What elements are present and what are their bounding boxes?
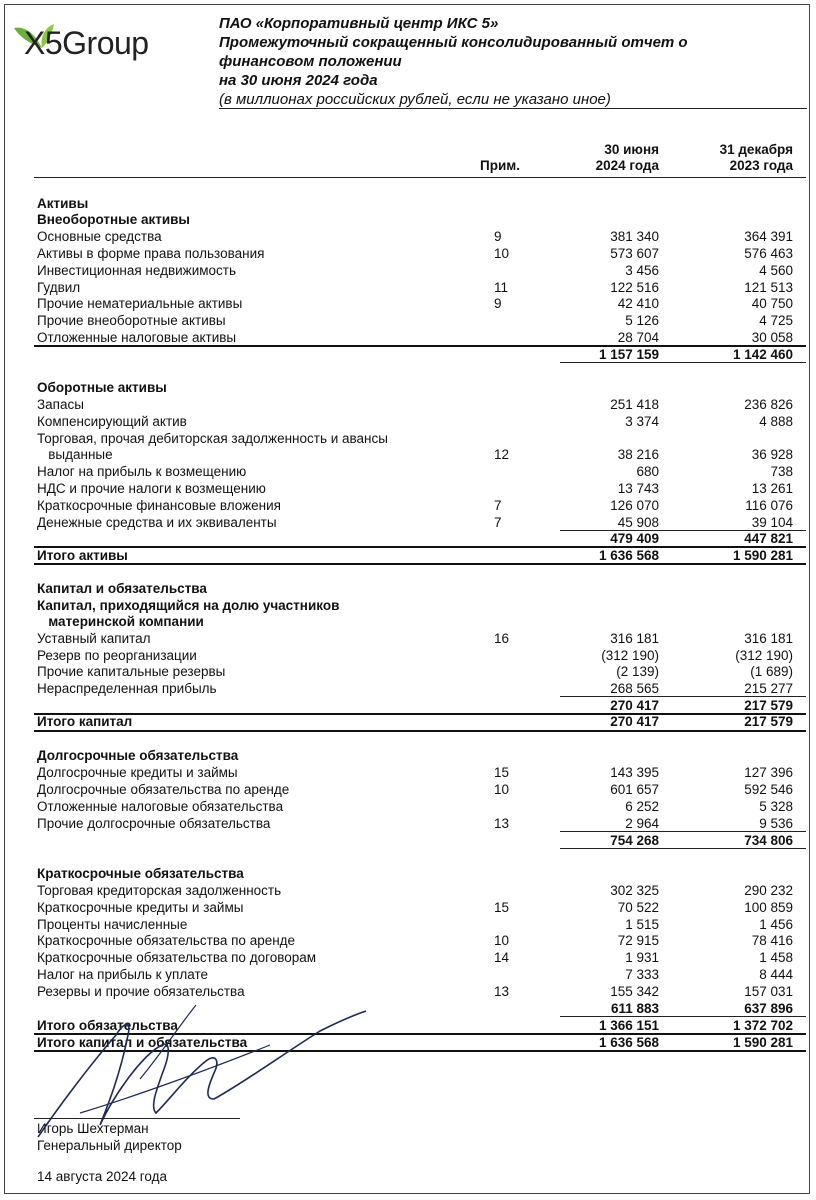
table-row xyxy=(0,228,816,245)
table-row xyxy=(0,613,816,630)
row-label: Торговая кредиторская задолженность xyxy=(37,883,282,898)
row-value-2023: 9 536 xyxy=(759,816,793,831)
row-value-2023: 215 277 xyxy=(744,681,793,696)
row-label: Резервы и прочие обязательства xyxy=(37,984,245,999)
row-label: Итого обязательства xyxy=(37,1018,178,1033)
row-value-2024: 1 157 159 xyxy=(598,347,659,362)
row-value-2023: 127 396 xyxy=(744,765,793,780)
row-value-2024: 42 410 xyxy=(617,296,659,311)
row-note: 15 xyxy=(494,765,510,780)
row-label: Краткосрочные обязательства по договорам xyxy=(37,950,317,965)
row-value-2023: 100 859 xyxy=(744,900,793,915)
row-note: 13 xyxy=(494,984,510,999)
table-rule xyxy=(560,696,806,697)
row-value-2024: 251 418 xyxy=(610,397,659,412)
table-row xyxy=(0,781,816,798)
row-label: Долгосрочные кредиты и займы xyxy=(37,765,238,780)
row-value-2024: 381 340 xyxy=(610,229,659,244)
row-value-2024: 1 515 xyxy=(625,917,659,932)
row-label: Отложенные налоговые обязательства xyxy=(37,799,284,814)
row-value-2023: 5 328 xyxy=(759,799,793,814)
row-value-2023: 576 463 xyxy=(744,246,793,261)
table-row xyxy=(0,1034,816,1051)
row-label: Компенсирующий актив xyxy=(37,414,187,429)
row-value-2024: 479 409 xyxy=(610,531,659,546)
row-note: 12 xyxy=(494,447,510,462)
row-label: Проценты начисленные xyxy=(37,917,188,932)
row-value-2023: 4 888 xyxy=(759,414,793,429)
table-row xyxy=(0,346,816,363)
row-value-2024: 6 252 xyxy=(625,799,659,814)
row-value-2024: 2 964 xyxy=(625,816,659,831)
row-value-2023: 157 031 xyxy=(744,984,793,999)
signature-date: 14 августа 2024 года xyxy=(37,1169,168,1184)
brand-name: X5Group xyxy=(24,25,149,61)
row-note: 13 xyxy=(494,816,510,831)
company-name: ПАО «Корпоративный центр ИКС 5» xyxy=(219,15,499,32)
column-header-divider xyxy=(34,177,806,178)
table-row xyxy=(0,949,816,966)
row-value-2023: 30 058 xyxy=(751,330,793,345)
table-row xyxy=(0,882,816,899)
table-row xyxy=(0,1000,816,1017)
row-label: Торговая, прочая дебиторская задолженность и авансы xyxy=(37,431,388,446)
table-row xyxy=(0,680,816,697)
row-label: Итого капитал xyxy=(37,714,133,729)
table-row xyxy=(0,329,816,346)
row-label: Прочие нематериальные активы xyxy=(37,296,243,311)
row-note: 9 xyxy=(494,229,502,244)
row-value-2024: 7 333 xyxy=(625,967,659,982)
report-title-line2: финансовом положении xyxy=(219,53,402,70)
row-value-2024: 143 395 xyxy=(610,765,659,780)
row-value-2024: (312 190) xyxy=(601,648,659,663)
row-label: Долгосрочные обязательства xyxy=(37,748,239,763)
row-value-2024: 122 516 xyxy=(610,280,659,295)
table-rule xyxy=(560,848,806,849)
table-row xyxy=(0,798,816,815)
row-value-2023: 40 750 xyxy=(751,296,793,311)
table-rule xyxy=(34,730,806,732)
row-label: Основные средства xyxy=(37,229,162,244)
table-row xyxy=(0,932,816,949)
row-value-2024: 1 636 568 xyxy=(598,548,659,563)
row-value-2023: 290 232 xyxy=(744,883,793,898)
row-value-2024: 72 915 xyxy=(617,933,659,948)
table-rule xyxy=(560,831,806,832)
column-2023-header-line1: 31 декабря xyxy=(719,142,793,157)
table-rule xyxy=(560,530,806,531)
row-value-2024: 45 908 xyxy=(617,515,659,530)
table-row xyxy=(0,312,816,329)
table-row xyxy=(0,865,816,882)
row-label: Налог на прибыль к уплате xyxy=(37,967,208,982)
table-rule xyxy=(34,713,806,715)
signature-line xyxy=(34,1118,240,1119)
row-label: Долгосрочные обязательства по аренде xyxy=(37,782,290,797)
table-row xyxy=(0,497,816,514)
row-note: 10 xyxy=(494,782,510,797)
row-value-2024: 680 xyxy=(636,464,659,479)
row-value-2024: 316 181 xyxy=(610,631,659,646)
table-row xyxy=(0,396,816,413)
table-row xyxy=(0,899,816,916)
row-value-2023: 39 104 xyxy=(751,515,793,530)
row-label: Резерв по реорганизации xyxy=(37,648,197,663)
table-row xyxy=(0,597,816,614)
row-label: Итого активы xyxy=(37,548,128,563)
row-value-2023: 734 806 xyxy=(744,833,793,848)
row-value-2023: 236 826 xyxy=(744,397,793,412)
row-value-2024: 126 070 xyxy=(610,498,659,513)
row-value-2024: 38 216 xyxy=(617,447,659,462)
table-row xyxy=(0,379,816,396)
column-note-header: Прим. xyxy=(480,158,520,173)
row-value-2024: 1 366 151 xyxy=(598,1018,659,1033)
row-value-2024: 270 417 xyxy=(610,714,659,729)
table-row xyxy=(0,430,816,447)
row-value-2024: 3 374 xyxy=(625,414,659,429)
row-note: 15 xyxy=(494,900,510,915)
row-label: Краткосрочные финансовые вложения xyxy=(37,498,281,513)
row-label: НДС и прочие налоги к возмещению xyxy=(37,481,266,496)
table-row xyxy=(0,747,816,764)
row-label: Активы xyxy=(37,196,89,211)
row-value-2023: 738 xyxy=(770,464,793,479)
row-label: выданные xyxy=(37,447,113,462)
table-row xyxy=(0,983,816,1000)
row-note: 10 xyxy=(494,246,510,261)
row-value-2023: 1 590 281 xyxy=(732,1035,793,1050)
row-value-2024: 28 704 xyxy=(617,330,659,345)
table-row xyxy=(0,966,816,983)
row-label: Инвестиционная недвижимость xyxy=(37,263,237,278)
row-value-2023: 36 928 xyxy=(751,447,793,462)
row-label: Краткосрочные обязательства по аренде xyxy=(37,933,296,948)
row-note: 11 xyxy=(494,280,509,295)
row-value-2023: 1 372 702 xyxy=(732,1018,793,1033)
row-label: Внеоборотные активы xyxy=(37,212,190,227)
table-row xyxy=(0,195,816,212)
table-rule xyxy=(34,546,806,548)
signatory-name: Игорь Шехтерман xyxy=(37,1121,149,1136)
table-row xyxy=(0,446,816,463)
table-rule xyxy=(34,1033,806,1035)
row-label: Денежные средства и их эквиваленты xyxy=(37,515,277,530)
row-value-2023: 1 590 281 xyxy=(732,548,793,563)
table-row xyxy=(0,262,816,279)
table-row xyxy=(0,1017,816,1034)
row-value-2023: 592 546 xyxy=(744,782,793,797)
table-row xyxy=(0,480,816,497)
row-value-2024: 573 607 xyxy=(610,246,659,261)
table-row xyxy=(0,530,816,547)
table-row xyxy=(0,815,816,832)
row-label: Краткосрочные обязательства xyxy=(37,866,244,881)
row-value-2023: 1 142 460 xyxy=(732,347,793,362)
row-value-2023: 1 458 xyxy=(759,950,793,965)
row-value-2023: 13 261 xyxy=(751,481,793,496)
row-value-2024: 155 342 xyxy=(610,984,659,999)
row-value-2023: 8 444 xyxy=(759,967,793,982)
row-note: 14 xyxy=(494,950,510,965)
table-row xyxy=(0,245,816,262)
table-row xyxy=(0,514,816,531)
row-label: Активы в форме права пользования xyxy=(37,246,265,261)
row-value-2024: 3 456 xyxy=(625,263,659,278)
row-note: 10 xyxy=(494,933,510,948)
row-value-2023: 4 560 xyxy=(759,263,793,278)
row-label: материнской компании xyxy=(37,614,204,629)
row-value-2023: 316 181 xyxy=(744,631,793,646)
table-row xyxy=(0,697,816,714)
row-note: 7 xyxy=(494,498,502,513)
row-label: Гудвил xyxy=(37,280,81,295)
row-value-2023: (312 190) xyxy=(735,648,793,663)
row-label: Оборотные активы xyxy=(37,380,167,395)
table-row xyxy=(0,764,816,781)
table-row xyxy=(0,630,816,647)
report-title-line3: на 30 июня 2024 года xyxy=(219,72,378,89)
row-value-2024: 13 743 xyxy=(617,481,659,496)
row-value-2023: 121 513 xyxy=(744,280,793,295)
row-label: Запасы xyxy=(37,397,84,412)
table-row xyxy=(0,295,816,312)
table-row xyxy=(0,916,816,933)
row-label: Капитал и обязательства xyxy=(37,581,207,596)
table-row xyxy=(0,647,816,664)
table-rule xyxy=(34,1050,806,1052)
row-value-2024: 601 657 xyxy=(610,782,659,797)
table-row xyxy=(0,832,816,849)
row-label: Прочие долгосрочные обязательства xyxy=(37,816,271,831)
column-2024-header-line1: 30 июня xyxy=(604,142,659,157)
row-value-2023: (1 689) xyxy=(750,664,793,679)
table-rule xyxy=(560,362,806,363)
row-value-2024: 1 931 xyxy=(625,950,659,965)
row-label: Налог на прибыль к возмещению xyxy=(37,464,247,479)
table-row xyxy=(0,211,816,228)
row-value-2023: 1 456 xyxy=(759,917,793,932)
row-label: Прочие внеоборотные активы xyxy=(37,313,226,328)
row-value-2024: 70 522 xyxy=(617,900,659,915)
table-rule xyxy=(560,1016,806,1017)
row-label: Отложенные налоговые активы xyxy=(37,330,237,345)
row-value-2023: 364 391 xyxy=(744,229,793,244)
row-value-2024: 302 325 xyxy=(610,883,659,898)
row-value-2023: 4 725 xyxy=(759,313,793,328)
row-value-2024: 5 126 xyxy=(625,313,659,328)
row-value-2024: 611 883 xyxy=(610,1001,659,1016)
row-value-2023: 447 821 xyxy=(744,531,793,546)
table-row xyxy=(0,663,816,680)
row-value-2024: (2 139) xyxy=(616,664,659,679)
column-2024-header-line2: 2024 года xyxy=(595,158,659,173)
row-value-2023: 217 579 xyxy=(744,698,793,713)
row-label: Капитал, приходящийся на долю участников xyxy=(37,598,340,613)
report-title-line1: Промежуточный сокращенный консолидированный отчет о xyxy=(219,34,688,51)
table-rule xyxy=(34,345,806,347)
row-note: 7 xyxy=(494,515,502,530)
row-value-2024: 1 636 568 xyxy=(598,1035,659,1050)
row-value-2023: 217 579 xyxy=(744,714,793,729)
row-value-2023: 116 076 xyxy=(745,498,793,513)
table-row xyxy=(0,713,816,730)
row-label: Уставный капитал xyxy=(37,631,151,646)
table-rule xyxy=(34,563,806,565)
row-label: Итого капитал и обязательства xyxy=(37,1035,248,1050)
row-note: 16 xyxy=(494,631,510,646)
signatory-position: Генеральный директор xyxy=(37,1138,182,1153)
column-2023-header-line2: 2023 года xyxy=(729,158,793,173)
row-label: Краткосрочные кредиты и займы xyxy=(37,900,244,915)
table-row xyxy=(0,413,816,430)
row-value-2023: 78 416 xyxy=(751,933,793,948)
row-value-2024: 754 268 xyxy=(610,833,659,848)
row-note: 9 xyxy=(494,296,502,311)
table-row xyxy=(0,279,816,296)
row-label: Нераспределенная прибыль xyxy=(37,681,217,696)
report-subtitle: (в миллионах российских рублей, если не указано иное) xyxy=(219,91,611,108)
row-label: Прочие капитальные резервы xyxy=(37,664,226,679)
table-row xyxy=(0,463,816,480)
table-row xyxy=(0,547,816,564)
row-value-2024: 270 417 xyxy=(610,698,659,713)
table-row xyxy=(0,580,816,597)
row-value-2024: 268 565 xyxy=(610,681,659,696)
row-value-2023: 637 896 xyxy=(744,1001,793,1016)
